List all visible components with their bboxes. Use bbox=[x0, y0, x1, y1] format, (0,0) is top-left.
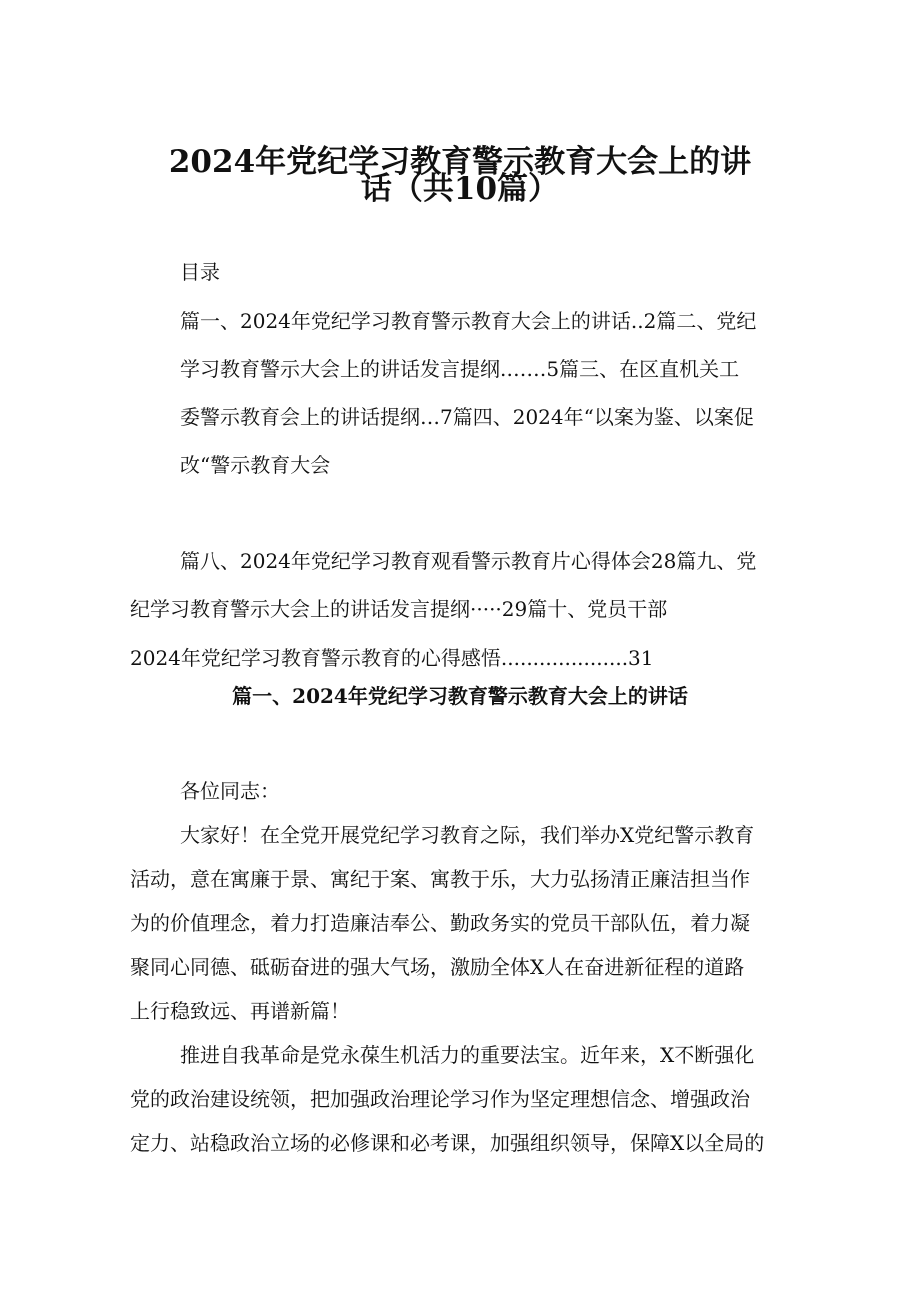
body-line: 大家好！在全党开展党纪学习教育之际，我们举办X党纪警示教育 bbox=[180, 823, 755, 847]
toc-label: 目录 bbox=[180, 260, 220, 284]
body-line: 聚同心同德、砥砺奋进的强大气场，激励全体X人在奋进新征程的道路 bbox=[130, 955, 745, 979]
section-heading: 篇一、2024年党纪学习教育警示教育大会上的讲话 bbox=[232, 684, 688, 708]
body-line: 定力、站稳政治立场的必修课和必考课，加强组织领导，保障X以全局的 bbox=[130, 1131, 765, 1155]
toc-line: 改“警示教育大会 bbox=[180, 453, 331, 477]
toc-line: 纪学习教育警示大会上的讲话发言提纲·····29篇十、党员干部 bbox=[130, 597, 668, 621]
toc-line: 篇八、2024年党纪学习教育观看警示教育片心得体会28篇九、党 bbox=[180, 549, 757, 573]
document-title-line-1: 2024年党纪学习教育警示教育大会上的讲 bbox=[168, 144, 752, 180]
body-line: 上行稳致远、再谱新篇！ bbox=[130, 999, 350, 1023]
body-line: 党的政治建设统领，把加强政治理论学习作为坚定理想信念、增强政治 bbox=[130, 1087, 750, 1111]
toc-line: 2024年党纪学习教育警示教育的心得感悟....................31 bbox=[130, 646, 654, 670]
toc-line: 委警示教育会上的讲话提纲…7篇四、2024年“以案为鉴、以案促 bbox=[180, 405, 754, 429]
body-line: 活动，意在寓廉于景、寓纪于案、寓教于乐，大力弘扬清正廉洁担当作 bbox=[130, 867, 750, 891]
toc-line: 篇一、2024年党纪学习教育警示教育大会上的讲话..2篇二、党纪 bbox=[180, 309, 757, 333]
greeting: 各位同志： bbox=[180, 779, 280, 803]
toc-line: 学习教育警示大会上的讲话发言提纲.……5篇三、在区直机关工 bbox=[180, 357, 740, 381]
document-title-line-2: 话（共10篇） bbox=[360, 171, 560, 207]
body-line: 推进自我革命是党永葆生机活力的重要法宝。近年来，X不断强化 bbox=[180, 1043, 755, 1067]
body-line: 为的价值理念，着力打造廉洁奉公、勤政务实的党员干部队伍，着力凝 bbox=[130, 911, 750, 935]
